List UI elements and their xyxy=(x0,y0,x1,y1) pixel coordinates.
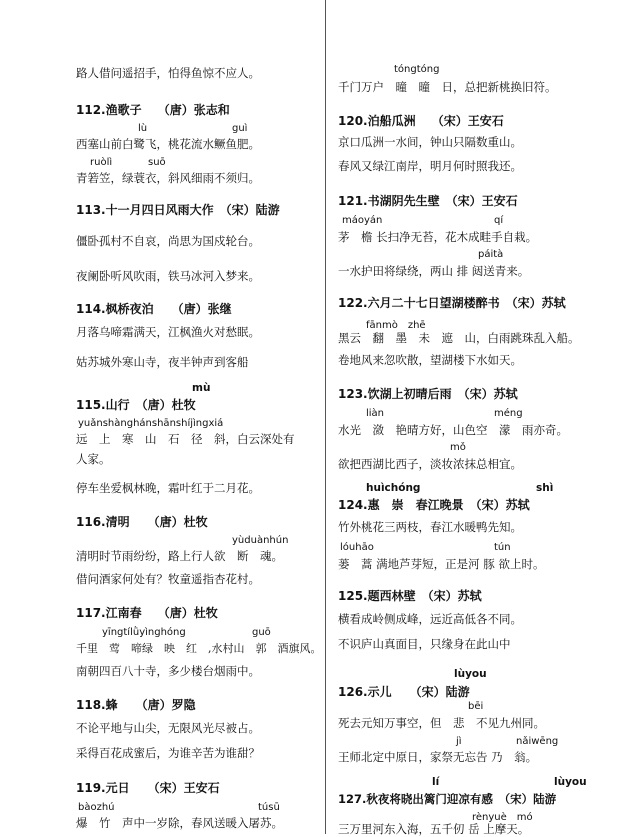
poem-line: 三万里河东入海，五千仞 岳 上摩天。 xyxy=(338,822,530,836)
pinyin: lóuhāo xyxy=(340,542,374,553)
poem-title: 121.书湖阴先生壁 （宋）王安石 xyxy=(338,194,518,208)
poem-line: 借问酒家何处有？牧童遥指杏花村。 xyxy=(76,572,260,586)
poem-line: 远 上 寒 山 石 径 斜，白云深处有 xyxy=(76,432,295,446)
poem-line: 横看成岭侧成峰，远近高低各不同。 xyxy=(338,612,522,626)
pinyin: guō xyxy=(252,627,271,638)
pinyin: fānmò zhē xyxy=(366,320,426,331)
poem-title: 116.清明 （唐）杜牧 xyxy=(76,515,208,529)
poem-line: 黑云 翻 墨 未 遮 山，白雨跳珠乱入船。 xyxy=(338,331,580,345)
poem-line: 姑苏城外寒山寺，夜半钟声到客船 xyxy=(76,355,249,369)
pinyin: nǎiwēng xyxy=(516,736,559,747)
pinyin: rènyuè mó xyxy=(472,812,533,823)
pinyin: yuǎnshànghánshānshíjìngxiá xyxy=(78,418,224,429)
poem-line: 茅 檐 长扫净无苔，花木成畦手自栽。 xyxy=(338,230,538,244)
poem-line: 西塞山前白鹭飞，桃花流水鳜鱼肥。 xyxy=(76,137,260,151)
pinyin: lùyou xyxy=(554,776,587,788)
pinyin: jì xyxy=(456,736,462,747)
pinyin: mù xyxy=(192,382,211,394)
poem-line: 水光 潋 艳晴方好，山色空 濛 雨亦奇。 xyxy=(338,423,568,437)
pinyin: mǒ xyxy=(450,442,466,453)
pinyin: ruòlì xyxy=(90,157,113,168)
pinyin: yùduànhún xyxy=(232,535,289,546)
poem-line: 死去元知万事空，但 悲 不见九州同。 xyxy=(338,716,545,730)
pinyin: yīngtílǜyìnghóng xyxy=(102,627,186,638)
poem-line: 路人借问遥招手，怕得鱼惊不应人。 xyxy=(76,66,260,80)
left-column xyxy=(76,0,366,834)
poem-title: 122.六月二十七日望湖楼醉书 （宋）苏轼 xyxy=(338,296,566,310)
poem-title: 124.惠 崇 春江晚景 （宋）苏轼 xyxy=(338,498,530,512)
poem-line: 千里 莺 啼绿 映 红 ,水村山 郭 酒旗风。 xyxy=(76,642,322,655)
pinyin: lùyou xyxy=(454,668,487,680)
poem-line: 春风又绿江南岸，明月何时照我还。 xyxy=(338,159,522,173)
pinyin: shì xyxy=(536,482,554,494)
poem-title: 123.饮湖上初晴后雨 （宋）苏轼 xyxy=(338,387,518,401)
poem-title: 117.江南春 （唐）杜牧 xyxy=(76,606,218,620)
pinyin: túsū xyxy=(258,802,280,813)
poem-line: 南朝四百八十寺，多少楼台烟雨中。 xyxy=(76,664,260,678)
pinyin: méng xyxy=(494,408,523,419)
poem-title: 115.山行 （唐）杜牧 xyxy=(76,398,196,412)
poem-line: 不识庐山真面目，只缘身在此山中 xyxy=(338,637,511,651)
right-column xyxy=(338,0,628,834)
poem-line: 夜阑卧听风吹雨，铁马冰河入梦来。 xyxy=(76,269,260,283)
poem-line: 一水护田将绿绕，两山 排 闼送青来。 xyxy=(338,264,530,278)
poem-line: 停车坐爱枫林晚，霜叶红于二月花。 xyxy=(76,481,260,495)
pinyin: tóngtóng xyxy=(394,64,440,75)
poem-title: 112.渔歌子 （唐）张志和 xyxy=(76,103,230,117)
pinyin: bàozhú xyxy=(78,802,115,813)
poem-line: 蒌 蒿 满地芦芽短，正是河 豚 欲上时。 xyxy=(338,557,545,571)
poem-line: 僵卧孤村不自哀，尚思为国戍轮台。 xyxy=(76,234,260,248)
pinyin: suō xyxy=(148,157,166,168)
poem-line: 千门万户 曈 曈 日，总把新桃换旧符。 xyxy=(338,80,557,94)
pinyin: huìchóng xyxy=(366,482,421,494)
poem-line: 月落乌啼霜满天，江枫渔火对愁眠。 xyxy=(76,325,260,339)
poem-line: 青箬笠，绿蓑衣，斜风细雨不须归。 xyxy=(76,171,260,185)
pinyin: páità xyxy=(478,249,504,260)
poem-line: 欲把西湖比西子，淡妆浓抹总相宜。 xyxy=(338,457,522,471)
pinyin: liàn xyxy=(366,408,385,419)
poem-line: 爆 竹 声中一岁除，春风送暖入屠苏。 xyxy=(76,816,283,830)
poem-title: 125.题西林壁 （宋）苏轼 xyxy=(338,589,482,603)
poem-line: 不论平地与山尖，无限风光尽被占。 xyxy=(76,721,260,735)
pinyin: lù xyxy=(138,123,148,134)
pinyin: guì xyxy=(232,123,248,134)
pinyin: máoyán xyxy=(342,215,383,226)
poem-line: 京口瓜洲一水间，钟山只隔数重山。 xyxy=(338,135,522,149)
pinyin: qí xyxy=(494,215,504,226)
poem-title: 126.示儿 （宋）陆游 xyxy=(338,685,470,699)
poem-line: 人家。 xyxy=(76,452,111,466)
poem-title: 119.元日 （宋）王安石 xyxy=(76,781,220,795)
poem-title: 120.泊船瓜洲 （宋）王安石 xyxy=(338,114,504,128)
pinyin: lí xyxy=(432,776,440,788)
poem-line: 清明时节雨纷纷，路上行人欲 断 魂。 xyxy=(76,549,283,563)
poem-title: 127.秋夜将晓出篱门迎凉有感 （宋）陆游 xyxy=(338,792,557,806)
poem-line: 采得百花成蜜后，为谁辛苦为谁甜？ xyxy=(76,746,260,760)
poem-title: 118.蜂 （唐）罗隐 xyxy=(76,698,196,712)
poem-title: 114.枫桥夜泊 （唐）张继 xyxy=(76,302,232,316)
poem-title: 113.十一月四日风雨大作 （宋）陆游 xyxy=(76,203,280,217)
pinyin: tún xyxy=(494,542,511,553)
poem-line: 王师北定中原日，家祭无忘告 乃 翁。 xyxy=(338,750,538,764)
poem-line: 卷地风来忽吹散，望湖楼下水如天。 xyxy=(338,353,522,367)
poem-line: 竹外桃花三两枝，春江水暖鸭先知。 xyxy=(338,520,522,534)
pinyin: bēi xyxy=(468,701,484,712)
